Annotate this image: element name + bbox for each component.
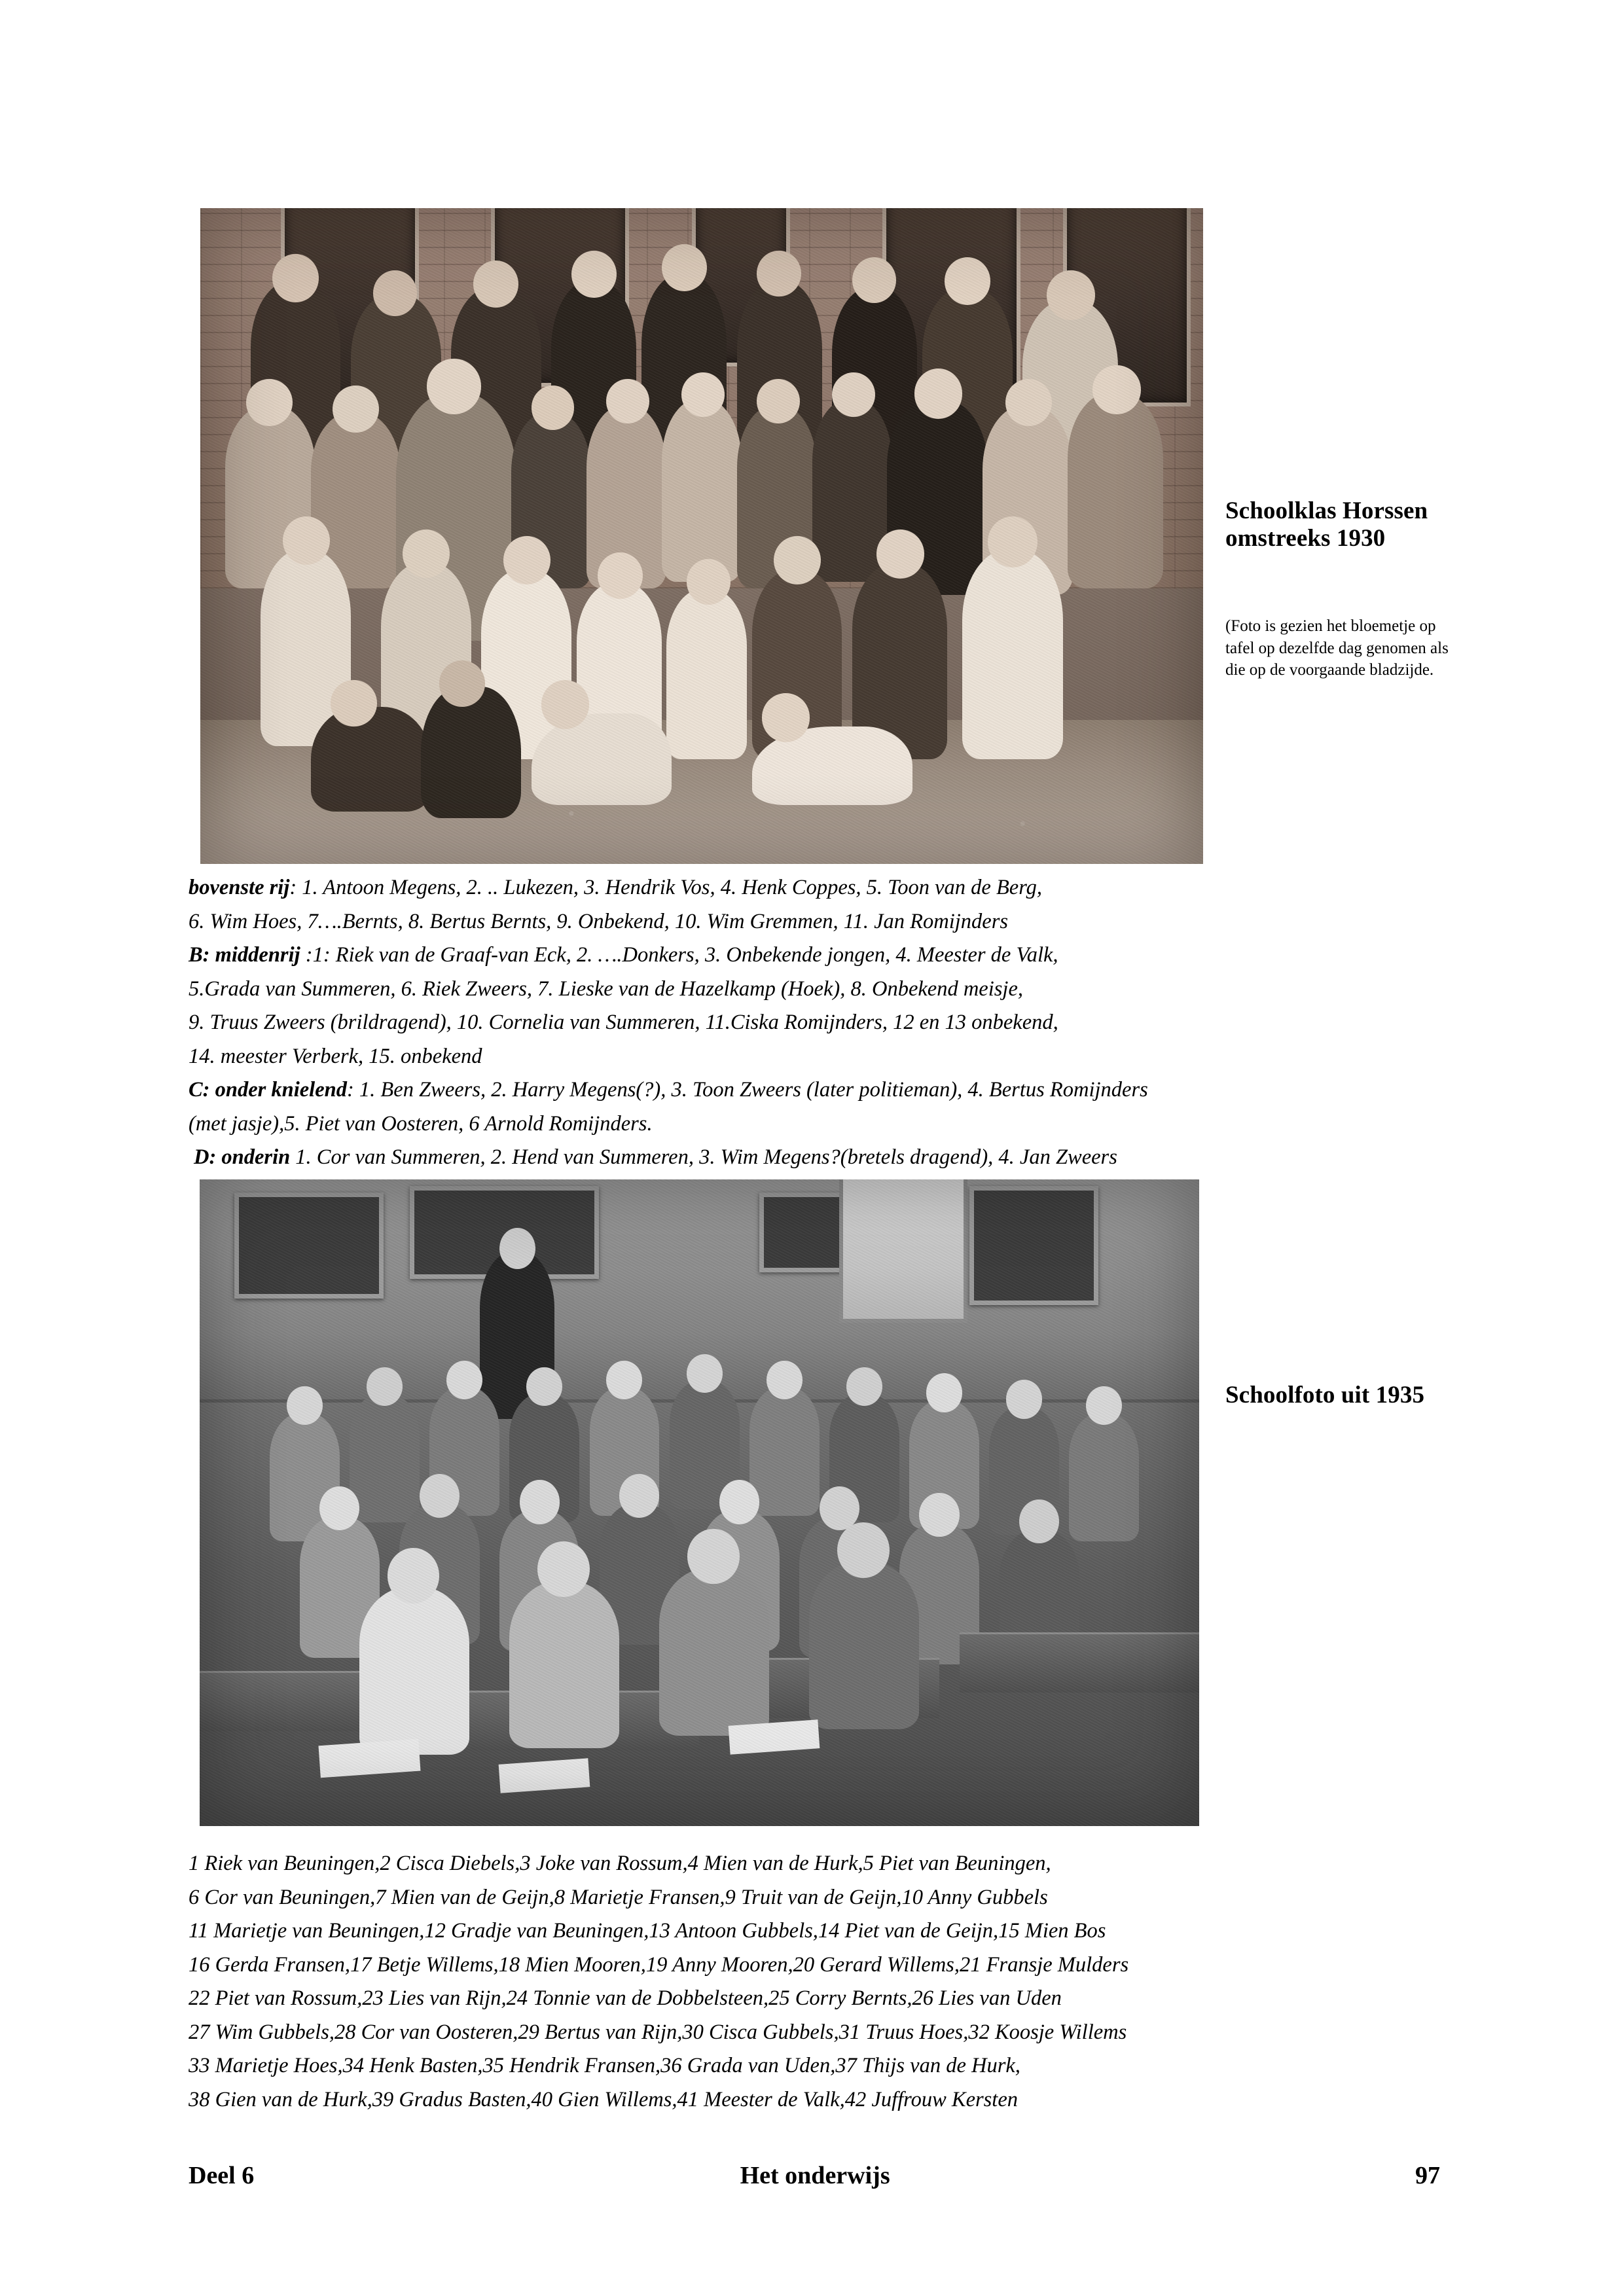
pupil-head <box>719 1480 759 1524</box>
pupil-head <box>1047 270 1095 320</box>
photo1-caption <box>189 871 1445 1175</box>
photo1-note: (Foto is gezien het bloemetje op tafel op dezelfde dag genomen als die op de voorgaande bladzijde. <box>1225 617 1449 679</box>
pupil-head <box>846 1367 882 1406</box>
wall-picture <box>234 1193 384 1299</box>
caption-line <box>189 939 1445 973</box>
caption-line <box>189 1006 1445 1040</box>
pupil-head <box>571 251 617 298</box>
pupil-head <box>757 379 800 423</box>
pupil-head <box>388 1548 439 1604</box>
pupil-head <box>287 1386 323 1425</box>
teacher-head <box>499 1228 535 1269</box>
pupil-head <box>767 1361 803 1399</box>
caption-text: 9. Truus Zweers (brildragend), 10. Cornelia van Summeren, 11.Ciska Romijnders, 12 en 13 onbekend, <box>189 1011 1058 1034</box>
pupil-head <box>503 536 550 584</box>
pupil-head <box>919 1493 959 1537</box>
caption-line <box>189 1107 1445 1141</box>
caption-text: :1: Riek van de Graaf-van Eck, 2. ….Donkers, 3. Onbekende jongen, 4. Meester de Valk, <box>300 943 1058 967</box>
school-desk <box>960 1632 1199 1693</box>
pupil-figure <box>962 549 1062 759</box>
teacher-head <box>914 368 963 418</box>
pupil-head <box>367 1367 403 1406</box>
pupil-head <box>526 1367 562 1406</box>
pupil-head <box>420 1474 460 1518</box>
caption-text: 6. Wim Hoes, 7….Bernts, 8. Bertus Bernts, 9. Onbekend, 10. Wim Gremmen, 11. Jan Romijnders <box>189 909 1008 933</box>
caption-line <box>189 905 1445 939</box>
page-number: 97 <box>1415 2162 1440 2189</box>
pupil-figure <box>350 1393 420 1522</box>
wall-picture <box>759 1193 848 1273</box>
pupil-figure <box>311 707 431 812</box>
pupil-head <box>687 559 731 605</box>
teacher-head <box>427 359 481 414</box>
caption-lead: D: onderin <box>194 1145 291 1169</box>
pupil-head <box>446 1361 482 1399</box>
page-footer <box>189 2161 1440 2190</box>
caption-text: (met jasje),5. Piet van Oosteren, 6 Arnold Romijnders. <box>189 1111 653 1136</box>
pupil-head <box>687 1529 739 1585</box>
pupil-head <box>246 379 292 426</box>
pupil-head <box>762 693 810 742</box>
paper-sheet <box>319 1738 421 1778</box>
pupil-head <box>832 372 875 417</box>
caption-lead: bovenste rij <box>189 876 290 899</box>
pupil-head <box>988 516 1038 567</box>
pupil-figure <box>359 1587 469 1755</box>
pupil-head <box>945 257 990 305</box>
caption-line: 16 Gerda Fransen,17 Betje Willems,18 Mien Mooren,19 Anny Mooren,20 Gerard Willems,21 Fransje Mulders <box>189 1952 1129 1977</box>
pupil-head <box>757 251 801 296</box>
pupil-head <box>403 529 450 578</box>
pupil-head <box>541 680 590 728</box>
pupil-figure <box>666 588 747 759</box>
footer-part-label: Deel 6 <box>189 2162 255 2189</box>
caption-line: 1 Riek van Beuningen,2 Cisca Diebels,3 Joke van Rossum,4 Mien van de Hurk,5 Piet van Beuningen, <box>189 1852 1051 1875</box>
caption-line: 27 Wim Gubbels,28 Cor van Oosteren,29 Bertus van Rijn,30 Cisca Gubbels,31 Truus Hoes,32 Koosje Willems <box>189 2020 1127 2044</box>
caption-line <box>189 973 1445 1007</box>
pupil-head <box>852 257 896 303</box>
pupil-head <box>373 270 417 316</box>
pupil-head <box>473 260 518 308</box>
pupil-head <box>619 1474 659 1518</box>
caption-line: 22 Piet van Rossum,23 Lies van Rijn,24 Tonnie van de Dobbelsteen,25 Corry Bernts,26 Lies van Uden <box>189 1986 1062 2010</box>
caption-lead: B: middenrij <box>189 943 300 967</box>
caption-line: 11 Marietje van Beuningen,12 Gradje van Beuningen,13 Antoon Gubbels,14 Piet van de Geijn,15 Mien Bos <box>189 1919 1106 1943</box>
pupil-head <box>876 529 925 579</box>
paper-sheet <box>729 1719 820 1755</box>
pupil-figure <box>1068 392 1163 589</box>
pupil-head <box>333 386 378 433</box>
classroom-window <box>839 1179 967 1323</box>
pupil-head <box>926 1373 962 1412</box>
caption-text: 14. meester Verberk, 15. onbekend <box>189 1044 482 1068</box>
pupil-figure <box>809 1561 919 1729</box>
caption-lead: C: onder knielend <box>189 1078 347 1102</box>
footer-chapter-title: Het onderwijs <box>740 2162 890 2189</box>
caption-line: 33 Marietje Hoes,34 Henk Basten,35 Hendrik Fransen,36 Grada van Uden,37 Thijs van de Hurk, <box>189 2054 1020 2077</box>
pupil-head <box>532 386 575 430</box>
caption-text: : 1. Antoon Megens, 2. .. Lukezen, 3. Hendrik Vos, 4. Henk Coppes, 5. Toon van de Berg, <box>289 876 1043 899</box>
pupil-head <box>520 1480 560 1524</box>
caption-line <box>189 1040 1445 1074</box>
pupil-head <box>537 1541 589 1597</box>
pupil-figure <box>421 687 521 817</box>
pupil-figure <box>1069 1412 1139 1542</box>
pupil-figure <box>509 1581 619 1749</box>
wall-picture <box>969 1186 1098 1305</box>
pupil-head <box>272 254 318 302</box>
pupil-head <box>662 244 707 291</box>
caption-line: 38 Gien van de Hurk,39 Gradus Basten,40 Gien Willems,41 Meester de Valk,42 Juffrouw Kersten <box>189 2087 1019 2111</box>
pupil-head <box>606 379 649 423</box>
caption-line: 6 Cor van Beuningen,7 Mien van de Geijn,8 Marietje Fransen,9 Truit van de Geijn,10 Anny Gubbels <box>189 1885 1048 1909</box>
pupil-head <box>687 1354 723 1393</box>
pupil-figure <box>659 1568 769 1736</box>
pupil-head <box>1019 1499 1059 1543</box>
photo-schoolklas-1930 <box>200 208 1203 864</box>
pupil-head <box>774 536 821 584</box>
pupil-head <box>1006 1380 1042 1418</box>
pupil-head <box>681 372 725 417</box>
pupil-head <box>1005 379 1051 426</box>
pupil-head <box>606 1361 642 1399</box>
pupil-head <box>837 1522 889 1578</box>
photo2-caption <box>189 1847 1445 2117</box>
caption-text: 5.Grada van Summeren, 6. Riek Zweers, 7. Lieske van de Hazelkamp (Hoek), 8. Onbekend meisje, <box>189 977 1023 1001</box>
pupil-head <box>283 516 330 565</box>
photo-schoolfoto-1935 <box>200 1179 1199 1826</box>
pupil-head <box>331 680 376 726</box>
pupil-head <box>439 660 485 706</box>
pupil-figure <box>749 1386 820 1516</box>
caption-line <box>189 871 1445 905</box>
pupil-head <box>598 552 643 599</box>
caption-line <box>189 1073 1445 1107</box>
caption-text: 1. Cor van Summeren, 2. Hend van Summeren, 3. Wim Megens?(bretels dragend), 4. Jan Zweers <box>290 1145 1117 1169</box>
caption-text: : 1. Ben Zweers, 2. Harry Megens(?), 3. Toon Zweers (later politieman), 4. Bertus Romijnders <box>346 1078 1148 1102</box>
photo2-heading: Schoolfoto uit 1935 <box>1225 1382 1425 1408</box>
pupil-figure <box>662 399 742 583</box>
caption-line <box>189 1141 1445 1175</box>
photo1-heading: Schoolklas Horssen omstreeks 1930 <box>1225 497 1428 552</box>
pupil-head <box>1092 365 1141 414</box>
